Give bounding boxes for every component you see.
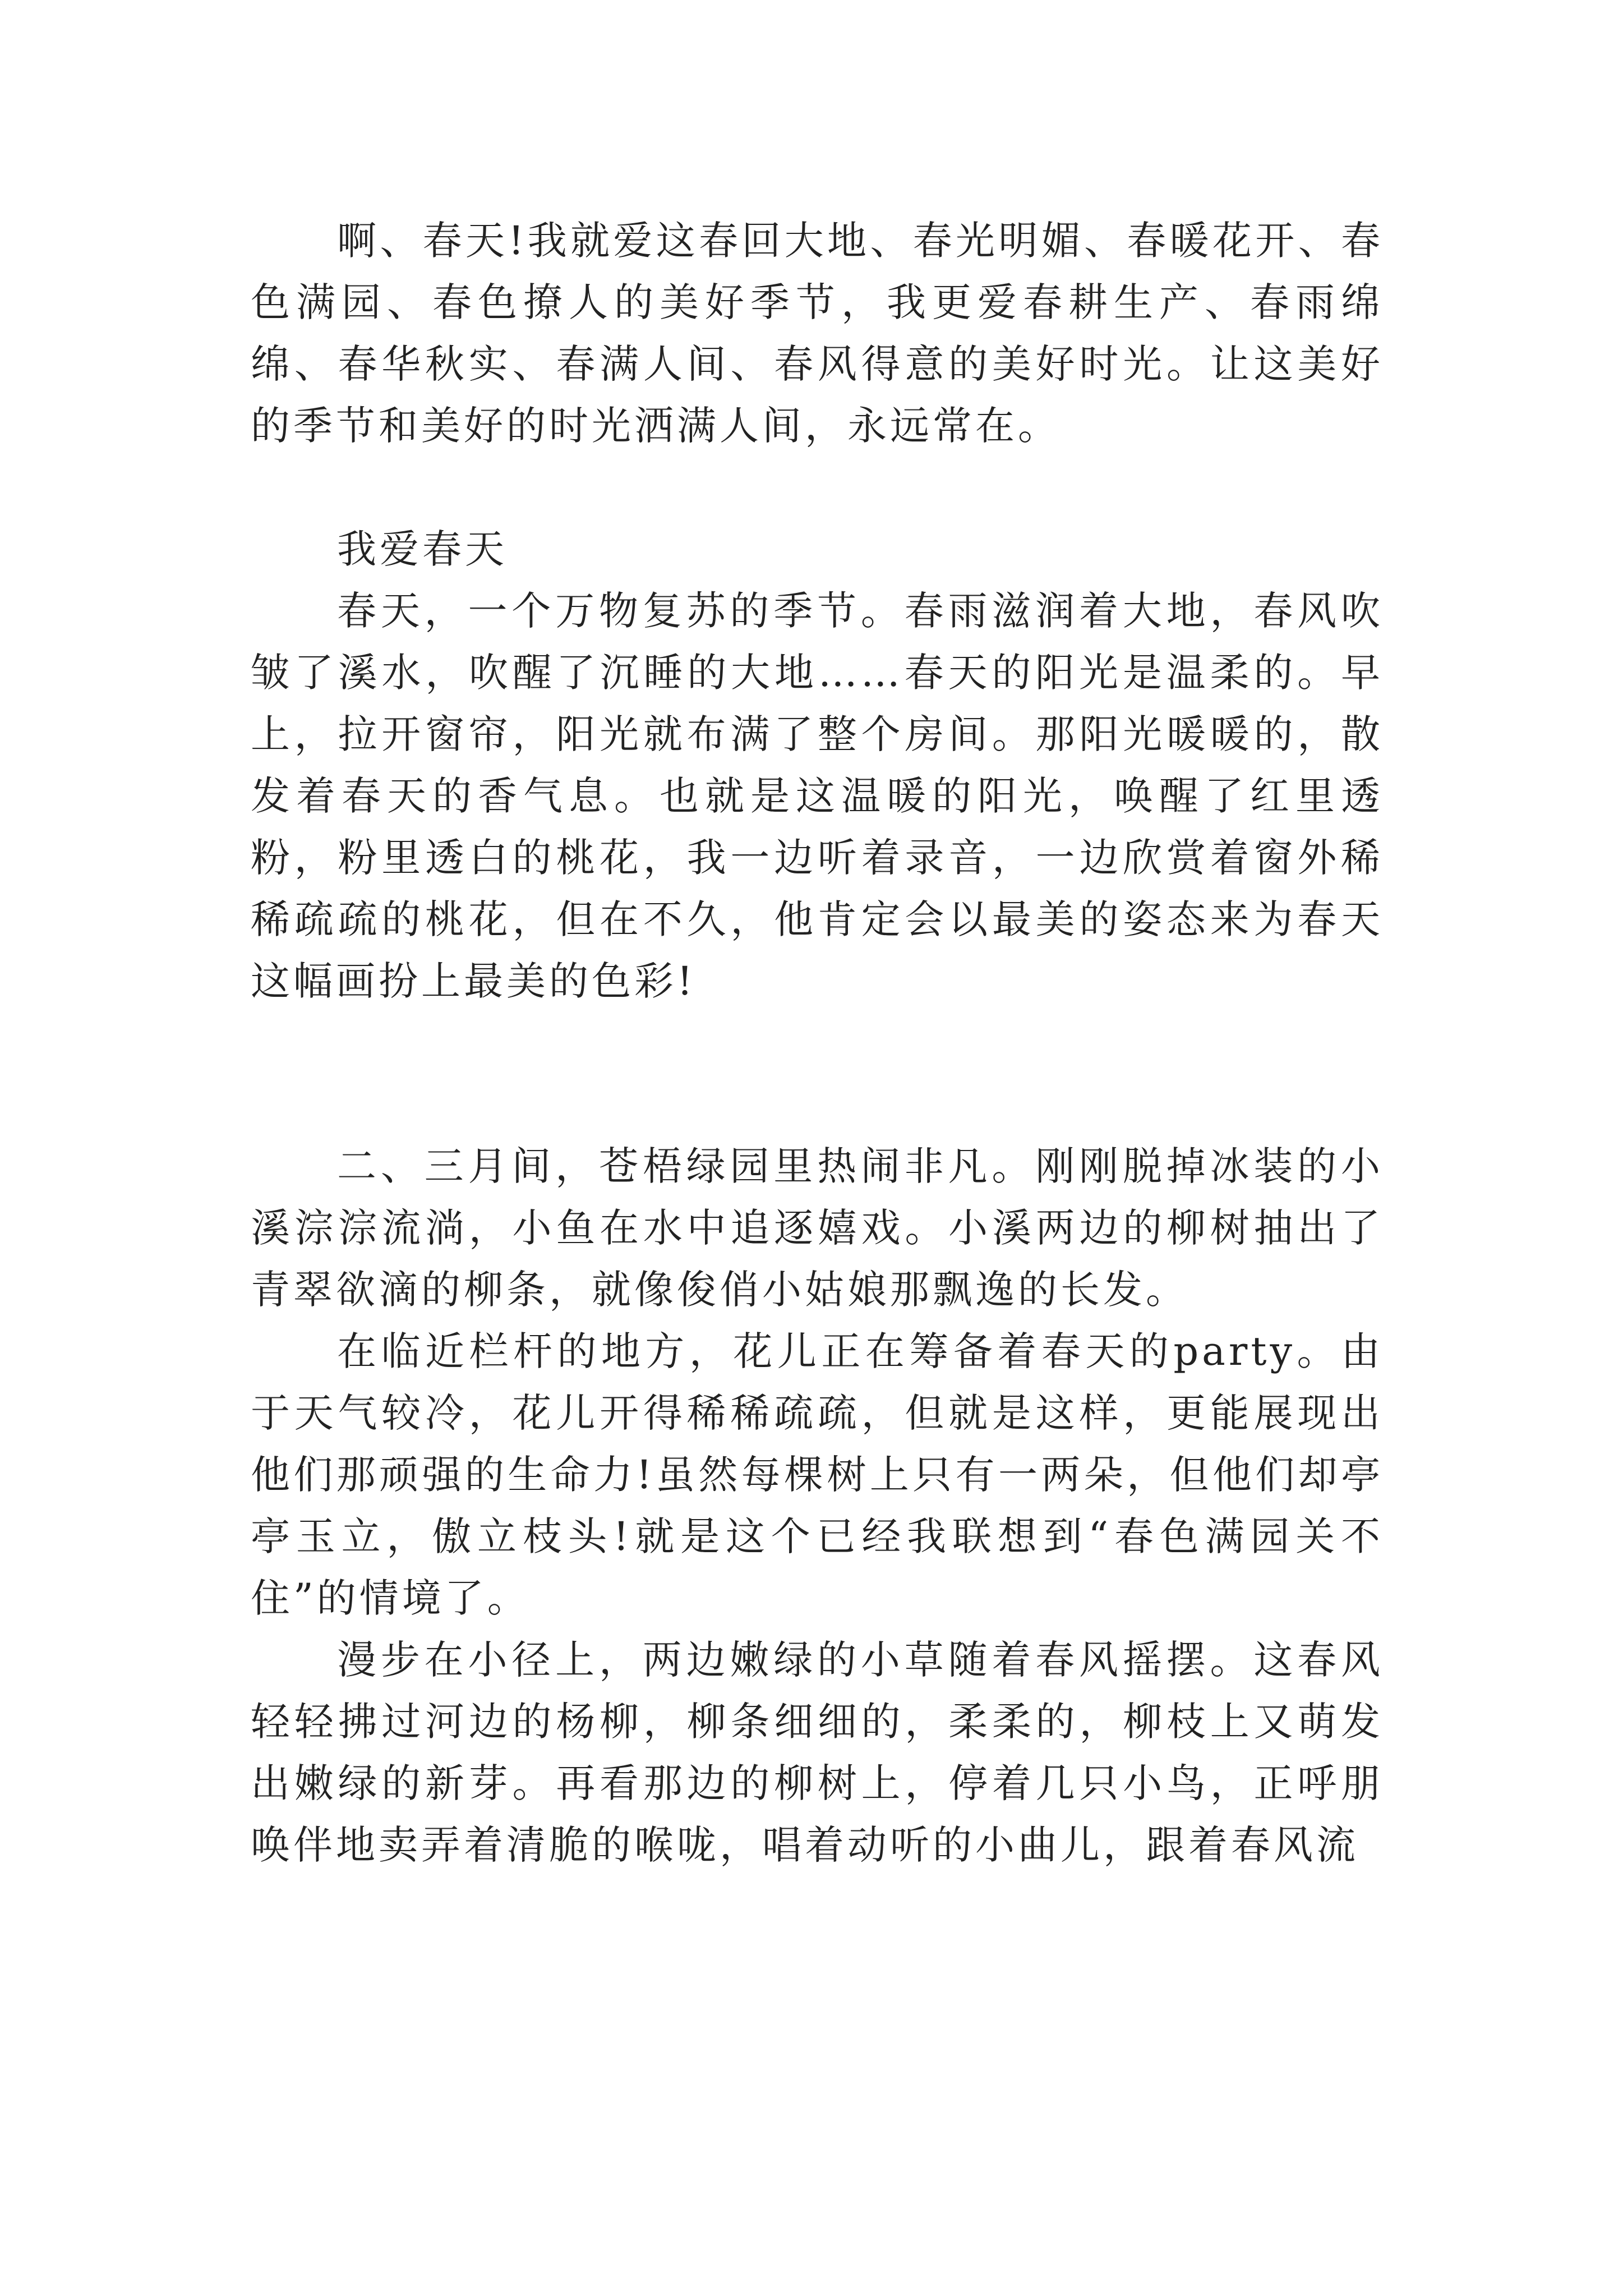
paragraph-flowers-party: 在临近栏杆的地方，花儿正在筹备着春天的party。由于天气较冷，花儿开得稀稀疏疏，但就是这样，更能展现出他们那顽强的生命力!虽然每棵树上只有一两朵，但他们却亭亭玉立，傲立枝头!就是这个已经我联想到“春色满园关不住”的情境了。 — [251, 1328, 1384, 1621]
paragraph-green-garden: 二、三月间，苍梧绿园里热闹非凡。刚刚脱掉冰装的小溪淙淙流淌，小鱼在水中追逐嬉戏。小溪两边的柳树抽出了青翠欲滴的柳条，就像俊俏小姑娘那飘逸的长发。 — [251, 1143, 1384, 1313]
section-title: 我爱春天 — [337, 526, 508, 572]
paragraph-spring-sunshine: 春天，一个万物复苏的季节。春雨滋润着大地，春风吹皱了溪水，吹醒了沉睡的大地……春天的阳光是温柔的。早上，拉开窗帘，阳光就布满了整个房间。那阳光暖暖的，散发着春天的香气息。也就是这温暖的阳光，唤醒了红里透粉，粉里透白的桃花，我一边听着录音，一边欣赏着窗外稀稀疏疏的桃花，但在不久，他肯定会以最美的姿态来为春天这幅画扮上最美的色彩! — [251, 588, 1384, 1004]
paragraph-spring-praise: 啊、春天!我就爱这春回大地、春光明媚、春暖花开、春色满园、春色撩人的美好季节，我更爱春耕生产、春雨绵绵、春华秋实、春满人间、春风得意的美好时光。让这美好的季节和美好的时光洒满人间，永远常在。 — [251, 218, 1384, 449]
paragraph-walking-path: 漫步在小径上，两边嫩绿的小草随着春风摇摆。这春风轻轻拂过河边的杨柳，柳条细细的，柔柔的，柳枝上又萌发出嫩绿的新芽。再看那边的柳树上，停着几只小鸟，正呼朋唤伴地卖弄着清脆的喉咙，唱着动听的小曲儿，跟着春风流 — [251, 1637, 1384, 1868]
